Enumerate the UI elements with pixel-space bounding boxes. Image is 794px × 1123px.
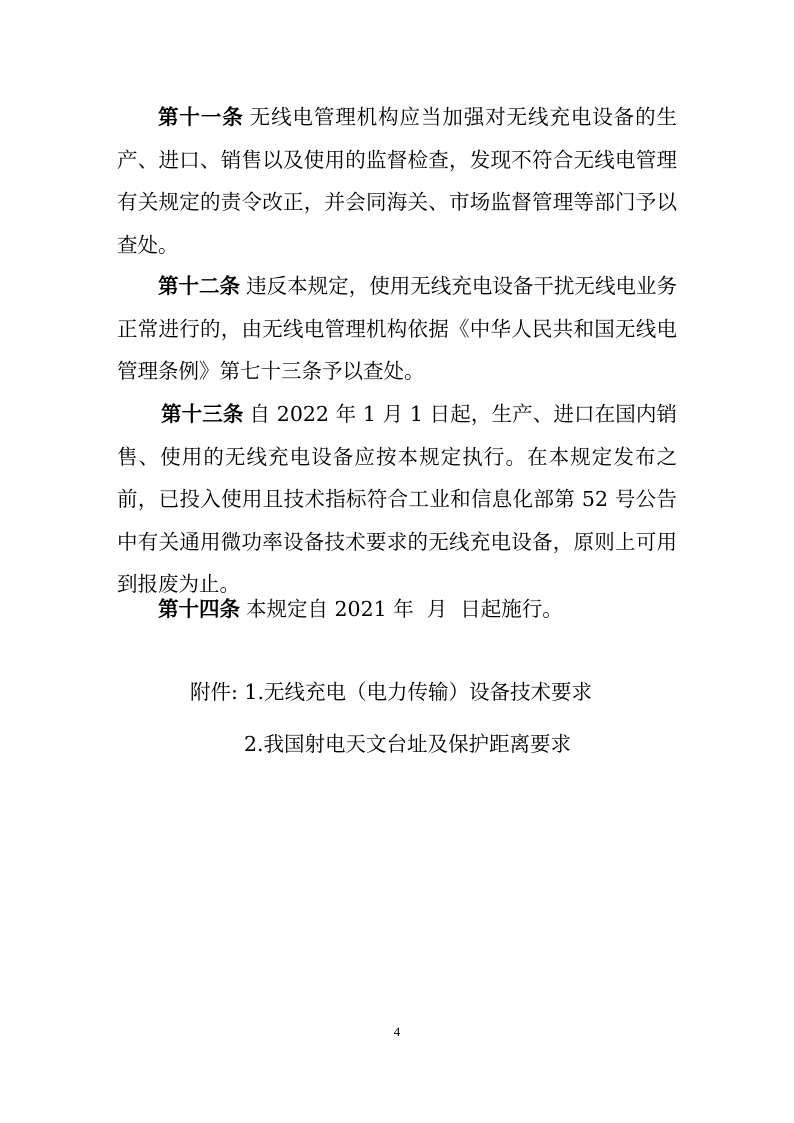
article-12 xyxy=(117,265,677,393)
page-number: 4 xyxy=(393,1024,401,1039)
article-11 xyxy=(117,96,677,266)
article-13-title: 第十三条 xyxy=(161,402,244,426)
article-13-body: 自 2022 年 1 月 1 日起，生产、进口在国内销售、使用的无线充电设备应按本规定执行。在本规定发布之前，已投入使用且技术指标符合工业和信息化部第 52 号公告中有关通用微功率设备技术要求的无线充电设备，原则上可用到报废为止。 xyxy=(117,402,678,596)
article-14-body: 本规定自 2021 年 月 日起施行。 xyxy=(246,597,563,621)
article-12-body: 违反本规定，使用无线充电设备干扰无线电业务正常进行的，由无线电管理机构依据《中华人民共和国无线电管理条例》第七十三条予以查处。 xyxy=(117,274,678,383)
article-14-title: 第十四条 xyxy=(158,597,240,621)
article-14 xyxy=(117,588,677,631)
article-13 xyxy=(117,393,677,606)
article-12-title: 第十二条 xyxy=(158,274,241,298)
attachment-2: 2.我国射电天文台址及保护距离要求 xyxy=(244,732,572,756)
article-11-body: 无线电管理机构应当加强对无线充电设备的生产、进口、销售以及使用的监督检查，发现不符合无线电管理有关规定的责令改正，并会同海关、市场监督管理等部门予以查处。 xyxy=(117,105,678,257)
attachment-1: 附件: 1.无线充电（电力传输）设备技术要求 xyxy=(190,680,592,704)
article-11-title: 第十一条 xyxy=(158,105,244,129)
